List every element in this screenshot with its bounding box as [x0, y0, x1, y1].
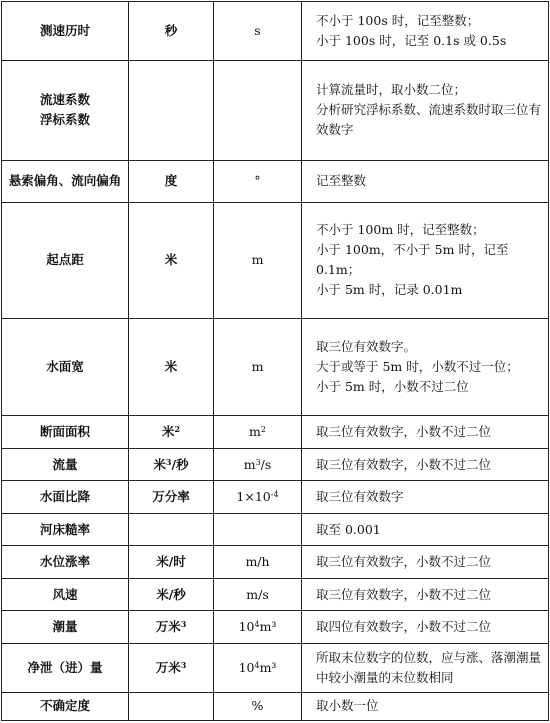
precision-rule — [302, 202, 549, 318]
item-name — [2, 416, 129, 449]
unit-name — [129, 2, 214, 61]
unit-suffix: m³ — [259, 659, 277, 675]
table-row — [2, 60, 549, 161]
rule-line: 分析研究浮标系数、流速系数时取三位有效数字 — [316, 102, 542, 138]
unit-symbol — [214, 202, 302, 318]
table-row — [2, 692, 549, 720]
item-name-line: 潮量 — [52, 619, 78, 635]
unit-name — [129, 692, 214, 720]
unit-text: % — [251, 698, 264, 714]
item-name — [2, 318, 129, 416]
precision-rule — [302, 546, 549, 579]
rule-line: 计算流量时，取小数二位； — [316, 82, 467, 98]
unit-name — [129, 161, 214, 202]
unit-symbol — [214, 2, 302, 61]
unit-symbol — [214, 643, 302, 692]
unit-text: 万米 — [155, 619, 181, 635]
rule-line: 记至整数 — [316, 173, 367, 189]
unit-name — [129, 202, 214, 318]
item-name-line: 断面面积 — [39, 423, 90, 439]
item-name — [2, 578, 129, 611]
item-name-line: 水面宽 — [46, 358, 84, 374]
unit-symbol — [214, 448, 302, 481]
unit-symbol — [214, 416, 302, 449]
item-name-line: 流量 — [52, 456, 78, 472]
unit-name — [129, 448, 214, 481]
table-row — [2, 202, 549, 318]
item-name-line: 河床糙率 — [39, 521, 90, 537]
item-name-line: 起点距 — [46, 252, 84, 268]
unit-text: 米/秒 — [156, 586, 186, 602]
item-name-line: 悬索偏角、流向偏角 — [8, 173, 122, 189]
item-name — [2, 481, 129, 514]
item-name-line: 测速历时 — [39, 22, 90, 38]
unit-superscript: 4 — [254, 620, 260, 630]
unit-symbol — [214, 578, 302, 611]
table-row — [2, 481, 549, 514]
precision-table — [1, 1, 549, 721]
rule-line: 不小于 100m 时，记至整数； — [316, 222, 485, 238]
unit-name — [129, 513, 214, 546]
unit-text: m — [251, 358, 264, 374]
unit-text: 米 — [161, 423, 175, 439]
precision-rule — [302, 318, 549, 416]
table-row — [2, 643, 549, 692]
rule-line: 不小于 100s 时，记至整数； — [316, 12, 480, 28]
table-row — [2, 2, 549, 61]
unit-text: m — [249, 423, 261, 439]
unit-superscript: 3 — [165, 456, 172, 467]
unit-text: 10 — [238, 659, 255, 675]
rule-line: 取三位有效数字，小数不过二位 — [316, 554, 492, 570]
table-body — [2, 2, 549, 721]
unit-text: 10 — [238, 619, 255, 635]
precision-rule — [302, 643, 549, 692]
unit-text: 米 — [164, 358, 178, 374]
rule-line: 小于 100m，不小于 5m 时，记至 0.1m； — [316, 242, 509, 278]
rule-line: 小于 5m 时，小数不过二位 — [316, 378, 469, 394]
unit-text: 秒 — [164, 22, 178, 38]
unit-name — [129, 643, 214, 692]
table-row — [2, 578, 549, 611]
table-row — [2, 611, 549, 644]
rule-line: 大于或等于 5m 时，小数不过一位； — [316, 358, 519, 374]
unit-name — [129, 611, 214, 644]
item-name — [2, 692, 129, 720]
unit-name — [129, 318, 214, 416]
rule-line: 小于 5m 时，记录 0.01m — [316, 282, 463, 298]
unit-symbol — [214, 611, 302, 644]
unit-text: m/s — [246, 586, 269, 602]
unit-text: 米/时 — [156, 554, 186, 570]
table-row — [2, 513, 549, 546]
unit-text: 米 — [153, 456, 166, 472]
rule-line: 取三位有效数字，小数不过二位 — [316, 456, 492, 472]
rule-line: 小于 100s 时，记至 0.1s 或 0.5s — [316, 32, 507, 48]
item-name-line: 风速 — [52, 586, 78, 602]
item-name — [2, 611, 129, 644]
unit-name — [129, 578, 214, 611]
unit-superscript: 3 — [255, 457, 261, 467]
precision-rule — [302, 692, 549, 720]
unit-suffix: /s — [260, 456, 272, 472]
unit-superscript: -4 — [270, 490, 279, 500]
table-row — [2, 546, 549, 579]
item-name — [2, 546, 129, 579]
rule-line: 取小数一位 — [316, 698, 379, 714]
table-row — [2, 448, 549, 481]
unit-text: 度 — [164, 173, 178, 189]
item-name-line: 浮标系数 — [39, 112, 90, 128]
table-row — [2, 161, 549, 202]
rule-line: 取四位有效数字，小数不过二位 — [316, 619, 492, 635]
item-name — [2, 202, 129, 318]
unit-name — [129, 546, 214, 579]
unit-superscript: 3 — [180, 659, 187, 670]
rule-line: 取三位有效数字，小数不过二位 — [316, 423, 492, 439]
precision-rule — [302, 416, 549, 449]
precision-rule — [302, 513, 549, 546]
item-name — [2, 448, 129, 481]
unit-name — [129, 481, 214, 514]
item-name-line: 不确定度 — [39, 698, 90, 714]
item-name — [2, 60, 129, 161]
unit-name — [129, 416, 214, 449]
unit-symbol — [214, 481, 302, 514]
rule-line: 所取末位数字的位数，应与涨、落潮潮量中较小潮量的末位数相同 — [316, 649, 542, 685]
item-name-line: 水位涨率 — [39, 554, 90, 570]
unit-symbol — [214, 161, 302, 202]
unit-symbol — [214, 692, 302, 720]
unit-text: m/h — [245, 554, 270, 570]
rule-line: 取三位有效数字。 — [316, 338, 417, 354]
precision-rule — [302, 578, 549, 611]
precision-rule — [302, 60, 549, 161]
rule-line: 取至 0.001 — [316, 521, 381, 537]
unit-text: m — [243, 456, 256, 472]
unit-suffix: /秒 — [171, 456, 189, 472]
unit-symbol — [214, 513, 302, 546]
rule-line: 取三位有效数字 — [316, 489, 404, 505]
unit-text: m — [251, 252, 264, 268]
item-name — [2, 513, 129, 546]
unit-text: ° — [254, 173, 261, 189]
unit-text: 万米 — [155, 659, 181, 675]
precision-rule — [302, 611, 549, 644]
rule-line: 取三位有效数字，小数不过二位 — [316, 586, 492, 602]
unit-text: 1×10 — [236, 489, 271, 505]
item-name-line: 净泄（进）量 — [27, 659, 103, 675]
precision-rule — [302, 481, 549, 514]
unit-text: 米 — [164, 252, 178, 268]
unit-name — [129, 60, 214, 161]
unit-symbol — [214, 60, 302, 161]
precision-rule — [302, 161, 549, 202]
item-name — [2, 643, 129, 692]
unit-text: s — [254, 22, 261, 38]
table-row — [2, 416, 549, 449]
unit-superscript: 2 — [260, 424, 266, 434]
unit-symbol — [214, 546, 302, 579]
unit-superscript: 4 — [254, 660, 260, 670]
precision-rule — [302, 2, 549, 61]
unit-superscript: 2 — [174, 423, 181, 434]
table-row — [2, 318, 549, 416]
item-name-line: 水面比降 — [39, 489, 90, 505]
unit-superscript: 3 — [180, 619, 187, 630]
item-name — [2, 161, 129, 202]
precision-rule — [302, 448, 549, 481]
item-name — [2, 2, 129, 61]
unit-suffix: m³ — [259, 619, 277, 635]
unit-text: 万分率 — [152, 489, 190, 505]
unit-symbol — [214, 318, 302, 416]
item-name-line: 流速系数 — [39, 92, 90, 108]
